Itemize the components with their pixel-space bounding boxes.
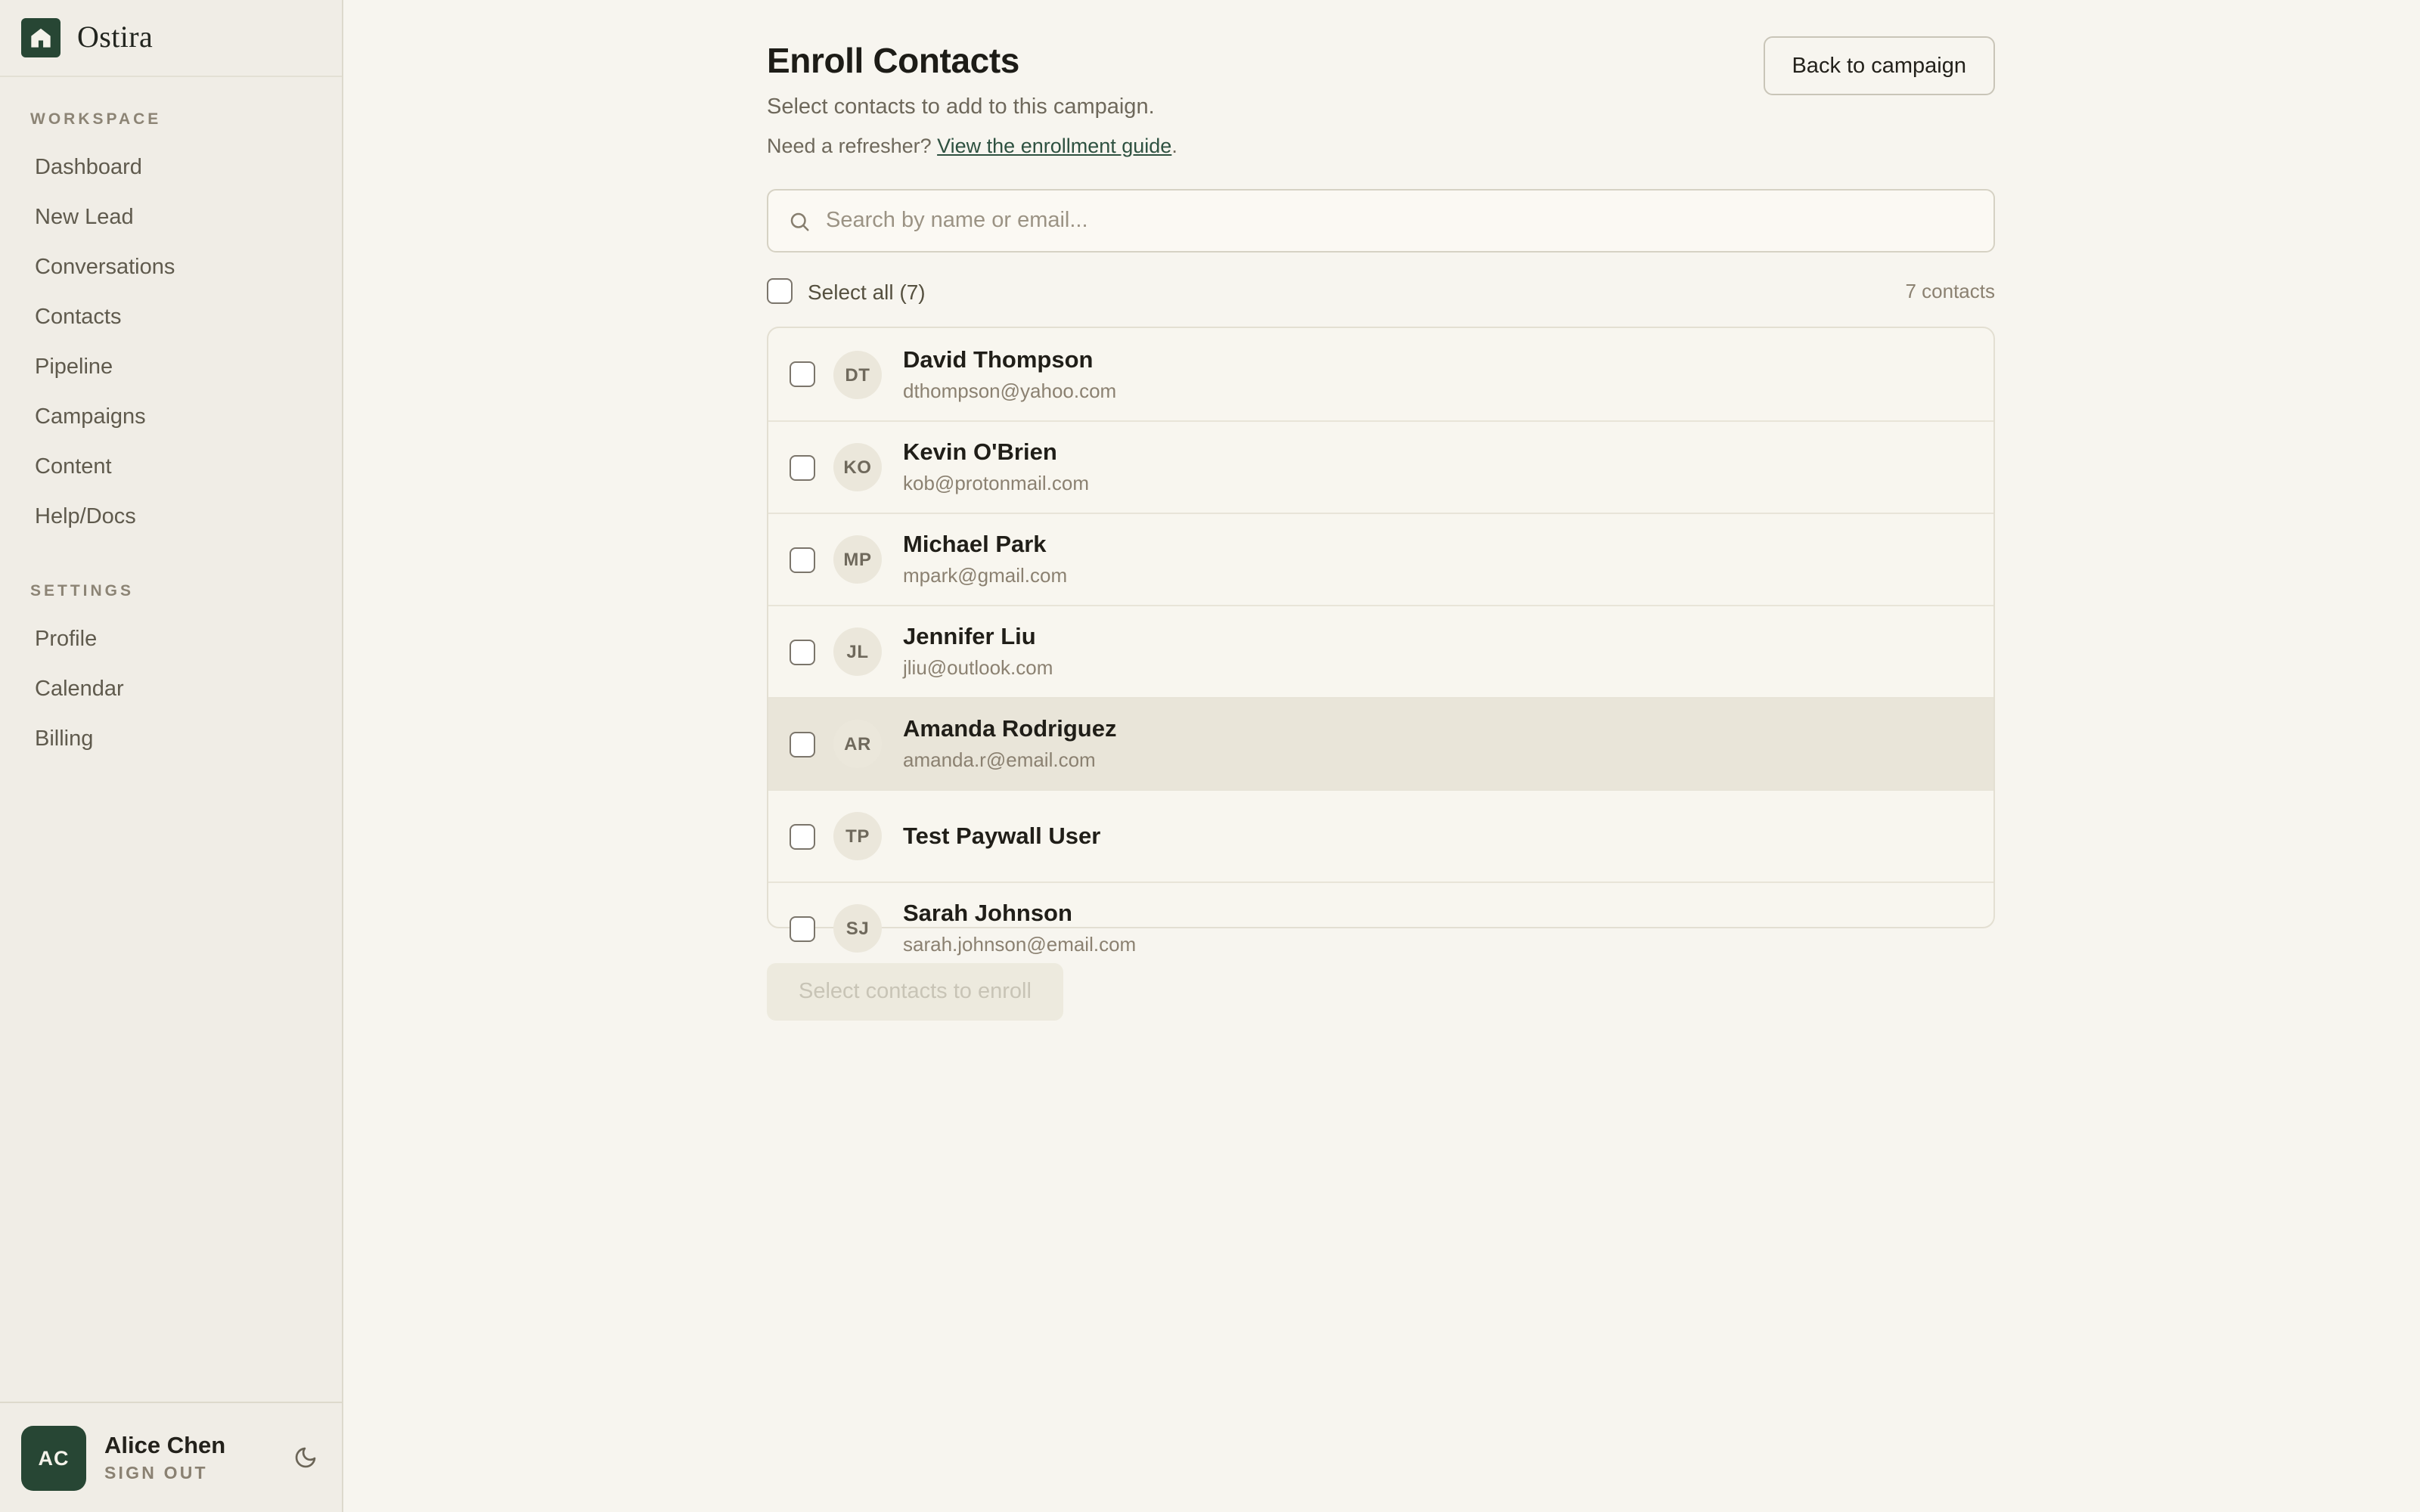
contact-text — [903, 900, 1136, 957]
contact-text — [903, 438, 1089, 496]
brand-header — [0, 0, 342, 77]
sidebar-nav-item[interactable]: Pipeline — [35, 355, 113, 379]
main-area — [343, 0, 2420, 1512]
contact-avatar: DT — [833, 350, 882, 398]
contact-email: amanda.r@email.com — [903, 748, 1096, 771]
sidebar-nav-item[interactable]: Conversations — [35, 255, 175, 279]
search-input[interactable] — [826, 209, 1974, 233]
page-title: Enroll Contacts — [767, 41, 1019, 80]
contact-avatar: TP — [833, 812, 882, 860]
page-subtitle: Select contacts to add to this campaign. — [767, 95, 1155, 119]
contact-email: kob@protonmail.com — [903, 472, 1090, 494]
contact-name: Michael Park — [903, 532, 1047, 558]
contact-name: Sarah Johnson — [903, 901, 1072, 927]
contact-avatar: SJ — [833, 904, 882, 953]
contact-name: David Thompson — [903, 347, 1094, 373]
contact-avatar: KO — [833, 443, 882, 491]
contact-checkbox[interactable] — [790, 547, 815, 572]
sidebar-nav-item[interactable]: Billing — [35, 727, 94, 751]
sidebar-nav-item[interactable]: New Lead — [35, 205, 134, 229]
contact-email: dthompson@yahoo.com — [903, 379, 1117, 401]
list-toolbar — [767, 278, 1995, 304]
contact-text — [903, 822, 1100, 850]
contact-name: Jennifer Liu — [903, 624, 1036, 650]
sidebar-nav-item[interactable]: Calendar — [35, 677, 124, 701]
sidebar-nav — [0, 77, 342, 764]
sidebar-nav-item[interactable]: Content — [35, 454, 112, 479]
user-meta — [104, 1433, 225, 1483]
contact-row[interactable] — [768, 420, 1993, 513]
contact-name: Kevin O'Brien — [903, 440, 1057, 466]
contact-row[interactable] — [768, 513, 1993, 605]
brand-name: Ostira — [77, 20, 154, 54]
sidebar-nav-item[interactable]: Dashboard — [35, 155, 142, 179]
user-name: Alice Chen — [104, 1433, 226, 1458]
select-all-checkbox[interactable] — [767, 278, 793, 304]
sidebar — [0, 0, 343, 1512]
contact-row[interactable] — [768, 697, 1993, 789]
contact-avatar: AR — [833, 720, 882, 768]
enroll-submit-button[interactable]: Select contacts to enroll — [767, 963, 1063, 1021]
contact-text — [903, 623, 1053, 680]
sidebar-nav-item[interactable]: Campaigns — [35, 404, 146, 429]
dark-mode-toggle[interactable] — [293, 1445, 318, 1470]
contact-row[interactable] — [768, 881, 1993, 974]
contact-email: jliu@outlook.com — [903, 656, 1053, 679]
enrollment-guide-link[interactable]: View the enrollment guide — [937, 135, 1172, 157]
nav-section-settings-label: SETTINGS — [30, 582, 135, 600]
sidebar-nav-item[interactable]: Help/Docs — [35, 504, 136, 528]
avatar: AC — [21, 1425, 86, 1490]
contact-checkbox[interactable] — [790, 916, 815, 941]
contact-text — [903, 715, 1116, 773]
contact-email: sarah.johnson@email.com — [903, 933, 1137, 956]
contact-row[interactable] — [768, 789, 1993, 881]
enroll-content — [767, 41, 1995, 1021]
select-all-label[interactable]: Select all (7) — [808, 279, 926, 303]
contact-text — [903, 531, 1067, 588]
contact-checkbox[interactable] — [790, 731, 815, 757]
settings-nav-list — [0, 614, 342, 764]
contact-list — [767, 327, 1995, 956]
contact-checkbox[interactable] — [790, 639, 815, 665]
back-to-campaign-button[interactable]: Back to campaign — [1763, 36, 1995, 95]
contact-row[interactable] — [768, 328, 1993, 420]
sidebar-nav-item[interactable]: Contacts — [35, 305, 122, 329]
contact-avatar: MP — [833, 535, 882, 584]
contact-text — [903, 345, 1116, 403]
contact-checkbox[interactable] — [790, 361, 815, 387]
nav-section-workspace-label: WORKSPACE — [30, 110, 162, 129]
contact-checkbox[interactable] — [790, 823, 815, 849]
refresher-suffix: . — [1171, 135, 1177, 157]
contact-avatar: JL — [833, 627, 882, 676]
workspace-nav-list — [0, 142, 342, 541]
search-bar — [767, 189, 1995, 253]
contact-name: Amanda Rodriguez — [903, 717, 1117, 742]
sidebar-spacer — [0, 764, 342, 1402]
user-panel — [0, 1402, 342, 1512]
moon-icon — [293, 1445, 318, 1470]
contact-checkbox[interactable] — [790, 454, 815, 480]
refresher-prefix: Need a refresher? — [767, 135, 938, 157]
contact-name: Test Paywall User — [903, 823, 1101, 849]
home-icon — [21, 18, 60, 57]
search-icon — [788, 209, 811, 232]
refresher-line — [767, 135, 1995, 157]
sidebar-nav-item[interactable]: Profile — [35, 627, 98, 651]
contact-row[interactable] — [768, 605, 1993, 697]
sign-out-button[interactable]: SIGN OUT — [104, 1464, 208, 1483]
contact-email: mpark@gmail.com — [903, 564, 1068, 587]
contact-count: 7 contacts — [1905, 280, 1995, 302]
